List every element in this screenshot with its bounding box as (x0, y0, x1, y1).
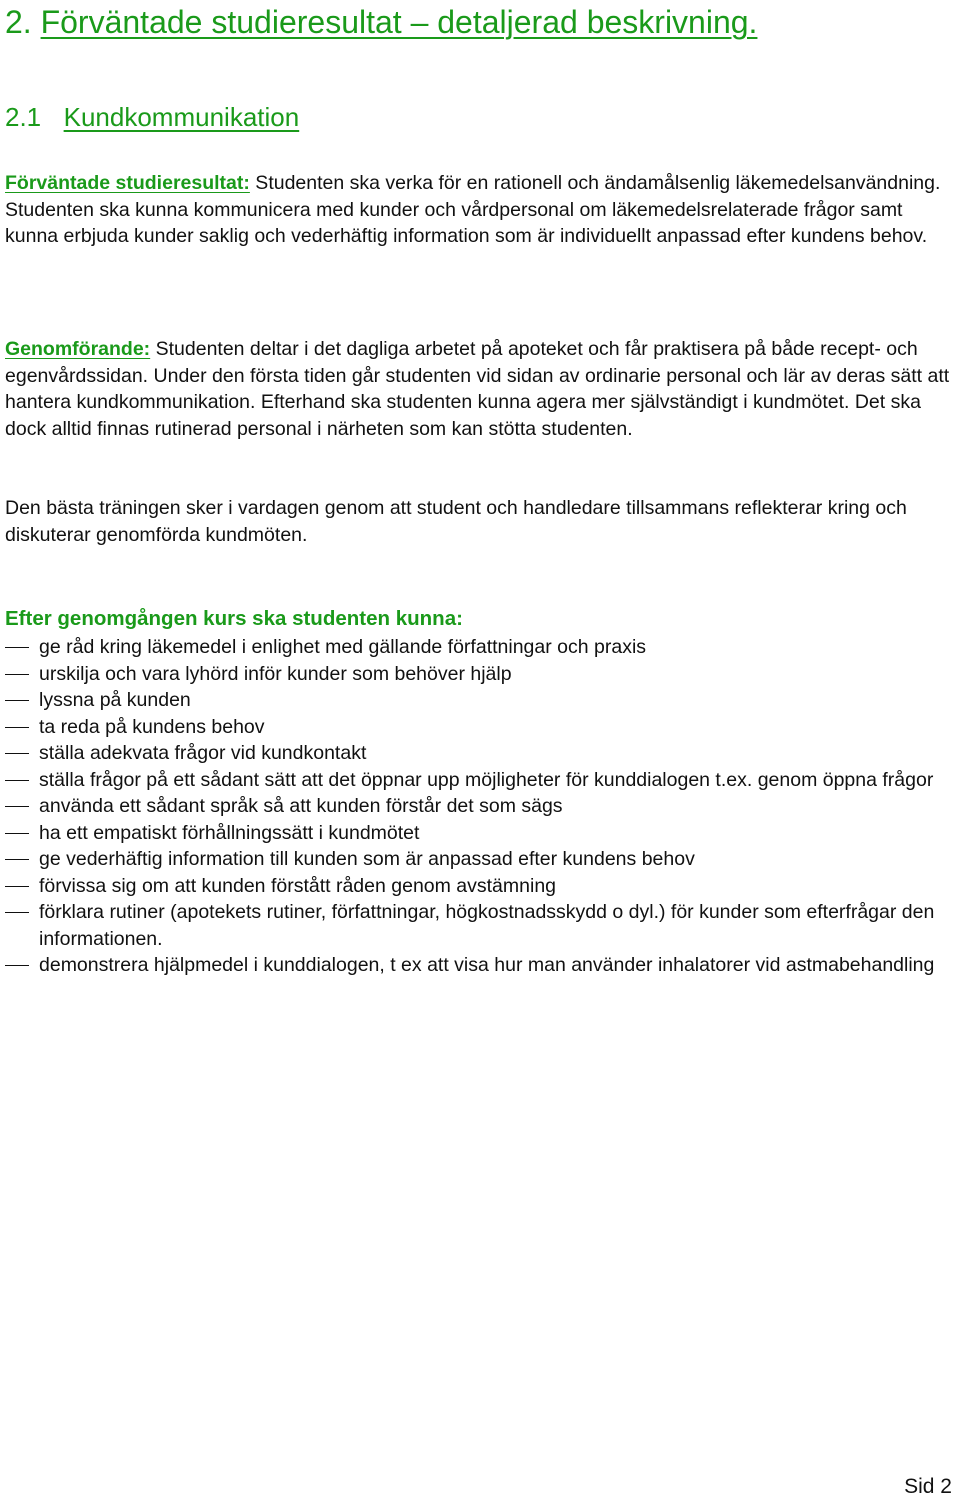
list-item (5, 820, 960, 847)
dash-bullet-icon (5, 886, 29, 887)
list-item (5, 687, 960, 714)
list-item (5, 793, 960, 820)
list-item (5, 714, 960, 741)
list-item-text: ge råd kring läkemedel i enlighet med gällande författningar och praxis (39, 636, 647, 658)
dash-bullet-icon (5, 700, 29, 701)
list-item-text: ställa frågor på ett sådant sätt att det öppnar upp möjligheter för kunddialogen t.ex. genom öppna frågor (39, 768, 934, 791)
after-course-list (5, 634, 960, 979)
list-item-text: demonstrera hjälpmedel i kunddialogen, t ex att visa hur man använder inhalatorer vid astmabehandling (39, 954, 935, 976)
list-item (5, 634, 960, 661)
expected-results-label: Förväntade studieresultat: (5, 172, 250, 194)
list-item-text: urskilja och vara lyhörd inför kunder som behöver hjälp (39, 662, 512, 685)
dash-bullet-icon (5, 859, 29, 860)
sub-heading (5, 101, 299, 133)
list-item (5, 952, 960, 979)
dash-bullet-icon (5, 674, 29, 675)
list-item-text: ha ett empatiskt förhållningssätt i kundmötet (39, 821, 420, 844)
expected-results-text: Studenten ska verka för en rationell och ändamålsenlig läkemedelsanvändning. Studenten ska kunna kommunicera med kunder och vårdpersonal om läkemedelsrelaterade frågor samt kunna erbjuda kunder saklig och vederhäftig information som är individuellt anpassad efter kundens behov. (5, 172, 941, 248)
list-item-text: ge vederhäftig information till kunden som är anpassad efter kundens behov (39, 848, 695, 870)
main-heading-number: 2. (5, 4, 32, 40)
list-item-text: lyssna på kunden (39, 689, 191, 711)
list-item (5, 767, 960, 794)
implementation-paragraph (5, 336, 960, 442)
list-item (5, 661, 960, 688)
list-item-text: förvissa sig om att kunden förstått råden genom avstämning (39, 874, 557, 897)
dash-bullet-icon (5, 780, 29, 781)
list-item-text: ta reda på kundens behov (39, 715, 265, 738)
sub-heading-number: 2.1 (5, 102, 42, 132)
list-item-text: ställa adekvata frågor vid kundkontakt (39, 742, 367, 764)
dash-bullet-icon (5, 912, 29, 913)
list-item (5, 873, 960, 900)
page-number: Sid 2 (904, 1475, 952, 1498)
training-paragraph: Den bästa träningen sker i vardagen genom att student och handledare tillsammans reflekterar kring och diskuterar genomförda kundmöten. (5, 497, 907, 546)
implementation-label: Genomförande: (5, 338, 151, 360)
dash-bullet-icon (5, 753, 29, 754)
main-heading-title: Förväntade studieresultat – detaljerad beskrivning. (40, 4, 758, 40)
dash-bullet-icon (5, 647, 29, 648)
list-item (5, 740, 960, 767)
main-heading (5, 4, 757, 40)
dash-bullet-icon (5, 965, 29, 966)
sub-heading-title: Kundkommunikation (63, 102, 300, 132)
list-item (5, 899, 960, 952)
implementation-text: Studenten deltar i det dagliga arbetet på apoteket och får praktisera på både recept- och egenvårdssidan. Under den första tiden går studenten vid sidan av ordinarie personal och lär av deras sätt att hantera kundkommunikation. Efterhand ska studenten kunna agera mer självständigt i kundmötet. Det ska dock alltid finnas rutinerad personal i närheten som kan stötta studenten. (5, 338, 950, 440)
dash-bullet-icon (5, 727, 29, 728)
dash-bullet-icon (5, 833, 29, 834)
dash-bullet-icon (5, 806, 29, 807)
expected-results-paragraph (5, 170, 960, 250)
list-item-text: förklara rutiner (apotekets rutiner, författningar, högkostnadsskydd o dyl.) för kunder som efterfrågar den informationen. (39, 901, 935, 950)
list-item (5, 846, 960, 873)
after-course-heading: Efter genomgången kurs ska studenten kunna: (5, 607, 463, 630)
list-item-text: använda ett sådant språk så att kunden förstår det som sägs (39, 795, 563, 817)
